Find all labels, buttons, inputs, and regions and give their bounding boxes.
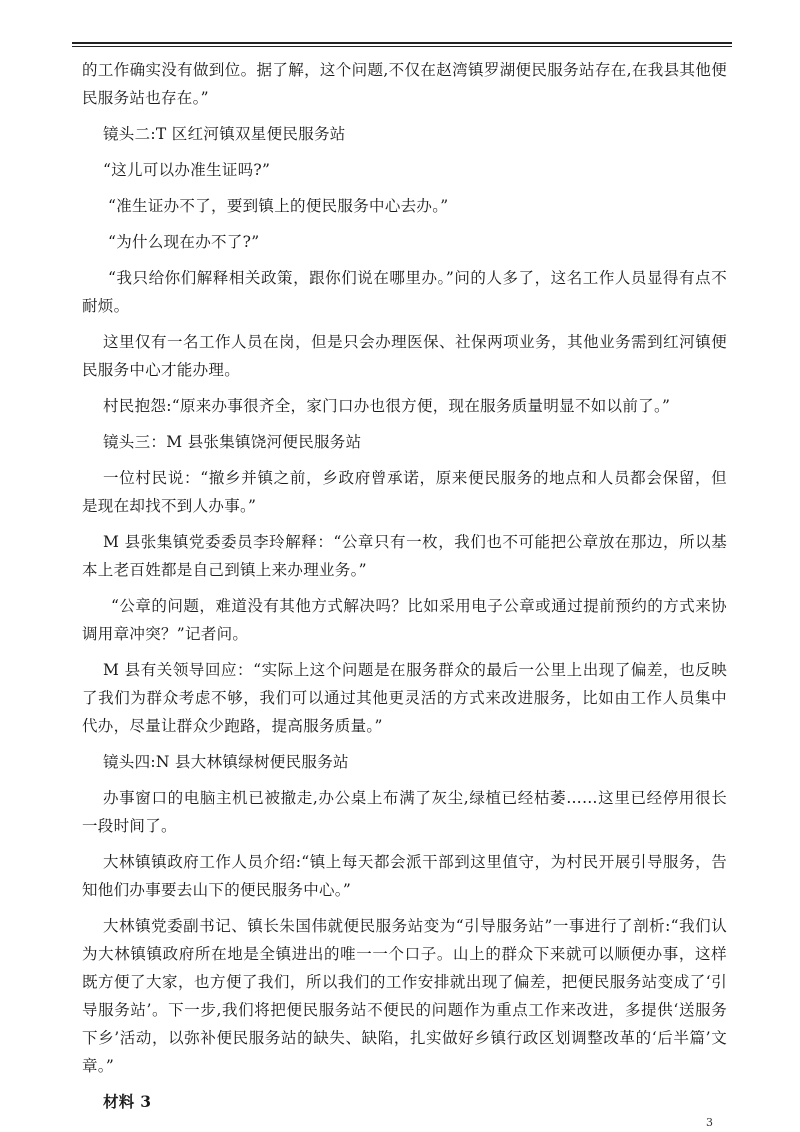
paragraph: 村民抱怨:“原来办事很齐全，家门口办也很方便，现在服务质量明显不如以前了。” (103, 397, 671, 415)
dialogue-line: “准生证办不了，要到镇上的便民服务中心去办。” (108, 197, 449, 215)
page-number: 3 (706, 1116, 713, 1129)
heading-shot-two: 镜头二:T 区红河镇双星便民服务站 (103, 125, 346, 143)
dialogue-line: “为什么现在办不了?” (108, 233, 260, 251)
paragraph: 大林镇党委副书记、镇长朱国伟就便民服务站变为“引导服务站”一事进行了剖析:“我们认为大林镇镇政府所在地是全镇进出的唯一一个口子。山上的群众下来就可以顺便办事，这样既方便了大家，也方便了我们，所以我们的工作安排就出现了偏差，把便民服务站变成了‘引导服务站’。下一步,我们将把便民服务站不便民的问题作为重点工作来改进，多提供‘送服务下乡’活动，以弥补便民服务站的缺失、缺陷，扎实做好乡镇行政区划调整改革的‘后半篇’文章。” (82, 917, 727, 1075)
document-body (82, 56, 727, 1116)
paragraph: “公章的问题，难道没有其他方式解决吗？比如采用电子公章或通过提前预约的方式来协调用章冲突？”记者问。 (82, 597, 727, 643)
header-rule (72, 42, 732, 44)
paragraph-continuation: 的工作确实没有做到位。据了解，这个问题,不仅在赵湾镇罗湖便民服务站存在,在我县其他便民服务站也存在。” (82, 61, 727, 107)
paragraph: 一位村民说：“撤乡并镇之前，乡政府曾承诺，原来便民服务的地点和人员都会保留，但是现在却找不到人办事。” (82, 469, 727, 515)
paragraph: 这里仅有一名工作人员在岗，但是只会办理医保、社保两项业务，其他业务需到红河镇便民服务中心才能办理。 (82, 333, 727, 379)
paragraph: 大林镇镇政府工作人员介绍:“镇上每天都会派干部到这里值守，为村民开展引导服务，告知他们办事要去山下的便民服务中心。” (82, 853, 727, 899)
paragraph: M 县张集镇党委委员李玲解释：“公章只有一枚，我们也不可能把公章放在那边，所以基本上老百姓都是自己到镇上来办理业务。” (82, 533, 727, 579)
dialogue-line: “我只给你们解释相关政策，跟你们说在哪里办。”问的人多了，这名工作人员显得有点不耐烦。 (82, 269, 727, 315)
heading-shot-four: 镜头四:N 县大林镇绿树便民服务站 (103, 753, 349, 771)
dialogue-line: “这儿可以办准生证吗?” (103, 161, 271, 179)
paragraph: 办事窗口的电脑主机已被撤走,办公桌上布满了灰尘,绿植已经枯萎……这里已经停用很长一段时间了。 (82, 789, 727, 835)
header-rule-thin (72, 46, 732, 47)
material-three-heading: 材料 3 (103, 1092, 152, 1111)
heading-shot-three: 镜头三：M 县张集镇饶河便民服务站 (103, 433, 362, 451)
paragraph: M 县有关领导回应：“实际上这个问题是在服务群众的最后一公里上出现了偏差，也反映了我们为群众考虑不够，我们可以通过其他更灵活的方式来改进服务，比如由工作人员集中代办，尽量让群众少跑路，提高服务质量。” (82, 661, 727, 735)
